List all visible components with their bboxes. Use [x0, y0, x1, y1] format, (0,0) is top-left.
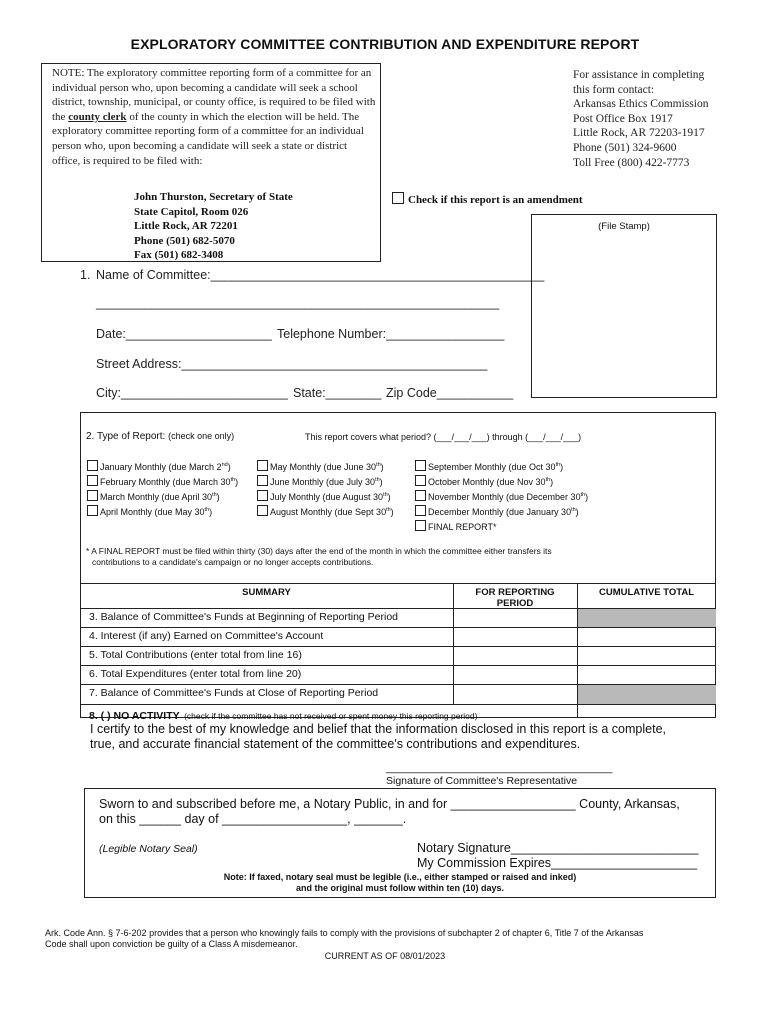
option-closing: )	[227, 462, 231, 472]
reporting-period-header-line-2: PERIOD	[496, 598, 534, 609]
report-type-column-2	[257, 460, 394, 520]
option-closing: )	[380, 462, 384, 472]
assistance-line-2: this form contact:	[573, 83, 655, 96]
table-line	[80, 665, 716, 666]
note-rest: of the county in which the election will be held. The exploratory committee reporting form of a committee for an individual person who, upon becoming a candidate will seek a state or district office, is required to be filed with:	[52, 110, 364, 167]
report-type-label: 2. Type of Report:	[86, 431, 166, 442]
assistance-contact	[573, 68, 708, 170]
table-line	[80, 684, 716, 685]
signature-label: Signature of Committee's Representative	[386, 775, 578, 787]
option-closing: )	[550, 477, 554, 487]
amendment-label: Check if this report is an amendment	[408, 194, 583, 206]
note-lead: NOTE: The exploratory committee reporting form of a committee for an individual person who, upon becoming a candidate will seek a school district, township, municipal, or county office, is required to be filed with the	[52, 67, 376, 123]
report-type-option-label: January Monthly (due March 2	[100, 462, 222, 472]
shaded-cell	[577, 685, 716, 704]
report-type-option[interactable]	[257, 475, 394, 490]
report-type-option[interactable]	[415, 460, 588, 475]
notary-note-line-1: Note: If faxed, notary seal must be legible (i.e., either stamped or raised and inked)	[223, 872, 577, 882]
report-type-checkbox[interactable]	[257, 505, 268, 516]
report-type-option-label: April Monthly (due May 30	[100, 507, 205, 517]
report-type-checkbox[interactable]	[257, 490, 268, 501]
current-as-of: CURRENT AS OF 08/01/2023	[324, 951, 446, 961]
ordinal-suffix: th	[375, 477, 380, 483]
sos-line-2: State Capitol, Room 026	[134, 205, 249, 218]
no-activity-label: 8. ( ) NO ACTIVITY	[89, 710, 180, 722]
report-type-option-label: March Monthly (due April 30	[100, 492, 213, 502]
report-type-checkbox[interactable]	[415, 490, 426, 501]
secretary-of-state-address	[134, 190, 293, 263]
notary-note	[84, 872, 716, 894]
summary-row-7: 7. Balance of Committee's Funds at Close of Reporting Period	[89, 687, 379, 699]
report-type-option-label: September Monthly (due Oct 30	[428, 462, 556, 472]
assistance-line-3: Arkansas Ethics Commission	[573, 98, 709, 111]
amendment-checkbox[interactable]	[392, 192, 404, 204]
sworn-statement[interactable]	[99, 797, 680, 827]
notary-signature-field[interactable]: Notary Signature___________________________	[417, 841, 699, 855]
check-one-only: (check one only)	[168, 431, 235, 441]
sos-line-4: Phone (501) 682-5070	[134, 234, 235, 247]
state-field[interactable]: State:________	[293, 386, 382, 400]
report-type-column-3	[415, 460, 588, 535]
report-type-option[interactable]	[87, 505, 238, 520]
assistance-line-4: Post Office Box 1917	[573, 112, 673, 125]
report-type-checkbox[interactable]	[87, 475, 98, 486]
report-type-option[interactable]	[415, 520, 588, 535]
sos-line-5: Fax (501) 682-3408	[134, 249, 224, 262]
summary-row-3: 3. Balance of Committee's Funds at Beginning of Reporting Period	[89, 611, 399, 623]
report-type-option-label: June Monthly (due July 30	[270, 477, 376, 487]
option-closing: )	[235, 477, 239, 487]
report-type-option[interactable]	[415, 475, 588, 490]
report-type-checkbox[interactable]	[415, 520, 426, 531]
sos-line-1: John Thurston, Secretary of State	[134, 191, 293, 203]
table-line	[80, 608, 716, 609]
report-type-option[interactable]	[87, 460, 238, 475]
option-closing: )	[560, 462, 564, 472]
report-type-option-label: October Monthly (due Nov 30	[428, 477, 546, 487]
report-type-checkbox[interactable]	[87, 460, 98, 471]
table-line	[80, 704, 716, 705]
ordinal-suffix: nd	[221, 462, 228, 468]
report-type-option-label: August Monthly (due Sept 30	[270, 507, 387, 517]
notary-seal-label: (Legible Notary Seal)	[99, 843, 198, 855]
report-type-option[interactable]	[87, 475, 238, 490]
ordinal-suffix: th	[204, 507, 210, 513]
assistance-line-5: Little Rock, AR 72203-1917	[573, 127, 705, 140]
table-line	[80, 646, 716, 647]
report-period-field[interactable]: This report covers what period? (___/___/___) through (___/___/___)	[305, 432, 582, 442]
signature-line[interactable]: _____________________________________	[386, 762, 613, 774]
report-type-option[interactable]	[257, 505, 394, 520]
note-text	[52, 66, 378, 168]
county-clerk-text: county clerk	[68, 110, 127, 123]
date-field[interactable]: Date:_____________________	[96, 327, 272, 341]
ordinal-suffix: th	[376, 462, 381, 468]
report-type-checkbox[interactable]	[87, 505, 98, 516]
amendment-check[interactable]	[392, 192, 583, 206]
option-closing: )	[387, 492, 391, 502]
summary-row-4: 4. Interest (if any) Earned on Committee's Account	[89, 630, 324, 642]
report-type-option-label: December Monthly (due January 30	[428, 507, 572, 517]
report-type-heading	[86, 431, 234, 442]
table-line	[577, 583, 578, 705]
shaded-cell	[577, 609, 716, 627]
ordinal-suffix: th	[386, 507, 391, 513]
report-type-option[interactable]	[87, 490, 238, 505]
option-closing: )	[379, 477, 383, 487]
report-type-option-label: November Monthly (due December 30	[428, 492, 581, 502]
ordinal-suffix: th	[555, 462, 561, 468]
ordinal-suffix: th	[580, 492, 586, 498]
sos-line-3: Little Rock, AR 72201	[134, 220, 238, 233]
report-type-checkbox[interactable]	[415, 475, 426, 486]
reporting-period-header	[453, 587, 577, 609]
certification-line-1: I certify to the best of my knowledge and belief that the information disclosed in this report is a complete,	[90, 722, 666, 736]
option-closing: )	[209, 507, 213, 517]
report-type-option-label: July Monthly (due August 30	[270, 492, 384, 502]
ordinal-suffix: th	[571, 507, 576, 513]
ordinal-suffix: th	[545, 477, 551, 483]
report-type-checkbox[interactable]	[257, 475, 268, 486]
report-type-checkbox[interactable]	[257, 460, 268, 471]
report-type-option[interactable]	[415, 505, 588, 520]
notary-note-line-2: and the original must follow within ten (10) days.	[295, 883, 504, 893]
file-stamp-label: (File Stamp)	[598, 221, 650, 232]
table-line	[577, 704, 578, 718]
option-closing: )	[585, 492, 589, 502]
summary-row-6: 6. Total Expenditures (enter total from line 20)	[89, 668, 302, 680]
option-closing: )	[216, 492, 220, 502]
summary-header: SUMMARY	[242, 587, 291, 598]
assistance-line-1: For assistance in completing	[573, 69, 705, 81]
assistance-line-7: Toll Free (800) 422-7773	[573, 156, 690, 169]
option-closing: )	[575, 507, 579, 517]
report-type-option-label: May Monthly (due June 30	[270, 462, 377, 472]
sworn-line-1: Sworn to and subscribed before me, a Notary Public, in and for __________________ County, Arkansas,	[99, 797, 680, 811]
legal-footer	[45, 928, 735, 950]
zip-code-field[interactable]: Zip Code___________	[386, 386, 514, 400]
form-title: EXPLORATORY COMMITTEE CONTRIBUTION AND EXPENDITURE REPORT	[130, 36, 640, 52]
sworn-line-2: on this ______ day of __________________, _______.	[99, 812, 407, 826]
section-number-1: 1.	[80, 268, 91, 282]
commission-expires-field[interactable]: My Commission Expires_____________________	[417, 856, 698, 870]
report-type-checkbox[interactable]	[415, 505, 426, 516]
final-report-note-2: contributions to a candidate's campaign or no longer accepts contributions.	[92, 557, 374, 567]
committee-name-line-2[interactable]: __________________________________________________________	[96, 296, 500, 310]
assistance-line-6: Phone (501) 324-9600	[573, 141, 677, 154]
final-report-note-1: * A FINAL REPORT must be filed within thirty (30) days after the end of the month in which the committee either transfers its	[86, 546, 552, 556]
no-activity-note: (check if the committee has not received or spent money this reporting period)	[184, 711, 478, 721]
city-field[interactable]: City:________________________	[96, 386, 288, 400]
report-type-column-1	[87, 460, 238, 520]
street-address-field[interactable]: Street Address:____________________________________________	[96, 357, 488, 371]
report-type-option-label: FINAL REPORT*	[428, 522, 497, 532]
table-line	[80, 583, 716, 584]
reporting-period-header-line-1: FOR REPORTING	[475, 587, 555, 598]
cumulative-total-header: CUMULATIVE TOTAL	[599, 587, 694, 598]
report-type-option[interactable]	[257, 460, 394, 475]
footer-line-1: Ark. Code Ann. § 7-6-202 provides that a person who knowingly fails to comply with the provisions of subchapter 2 of chapter 6, Title 7 of the Arkansas	[45, 928, 644, 938]
ordinal-suffix: th	[383, 492, 388, 498]
option-closing: )	[390, 507, 394, 517]
certification-text	[90, 722, 666, 752]
report-type-option-label: February Monthly (due March 30	[100, 477, 231, 487]
ordinal-suffix: th	[212, 492, 217, 498]
telephone-field[interactable]: Telephone Number:_________________	[277, 327, 505, 341]
report-type-checkbox[interactable]	[87, 490, 98, 501]
committee-name-field[interactable]: Name of Committee:________________________________________________	[96, 268, 545, 282]
ordinal-suffix: th	[230, 477, 236, 483]
certification-line-2: true, and accurate financial statement of the committee's contributions and expenditures.	[90, 737, 581, 751]
file-stamp-box	[531, 214, 717, 398]
report-type-option[interactable]	[257, 490, 394, 505]
summary-row-5: 5. Total Contributions (enter total from line 16)	[89, 649, 302, 661]
report-type-checkbox[interactable]	[415, 460, 426, 471]
footer-line-2: Code shall upon conviction be guilty of a Class A misdemeanor.	[45, 939, 298, 949]
report-type-option[interactable]	[415, 490, 588, 505]
table-line	[80, 627, 716, 628]
